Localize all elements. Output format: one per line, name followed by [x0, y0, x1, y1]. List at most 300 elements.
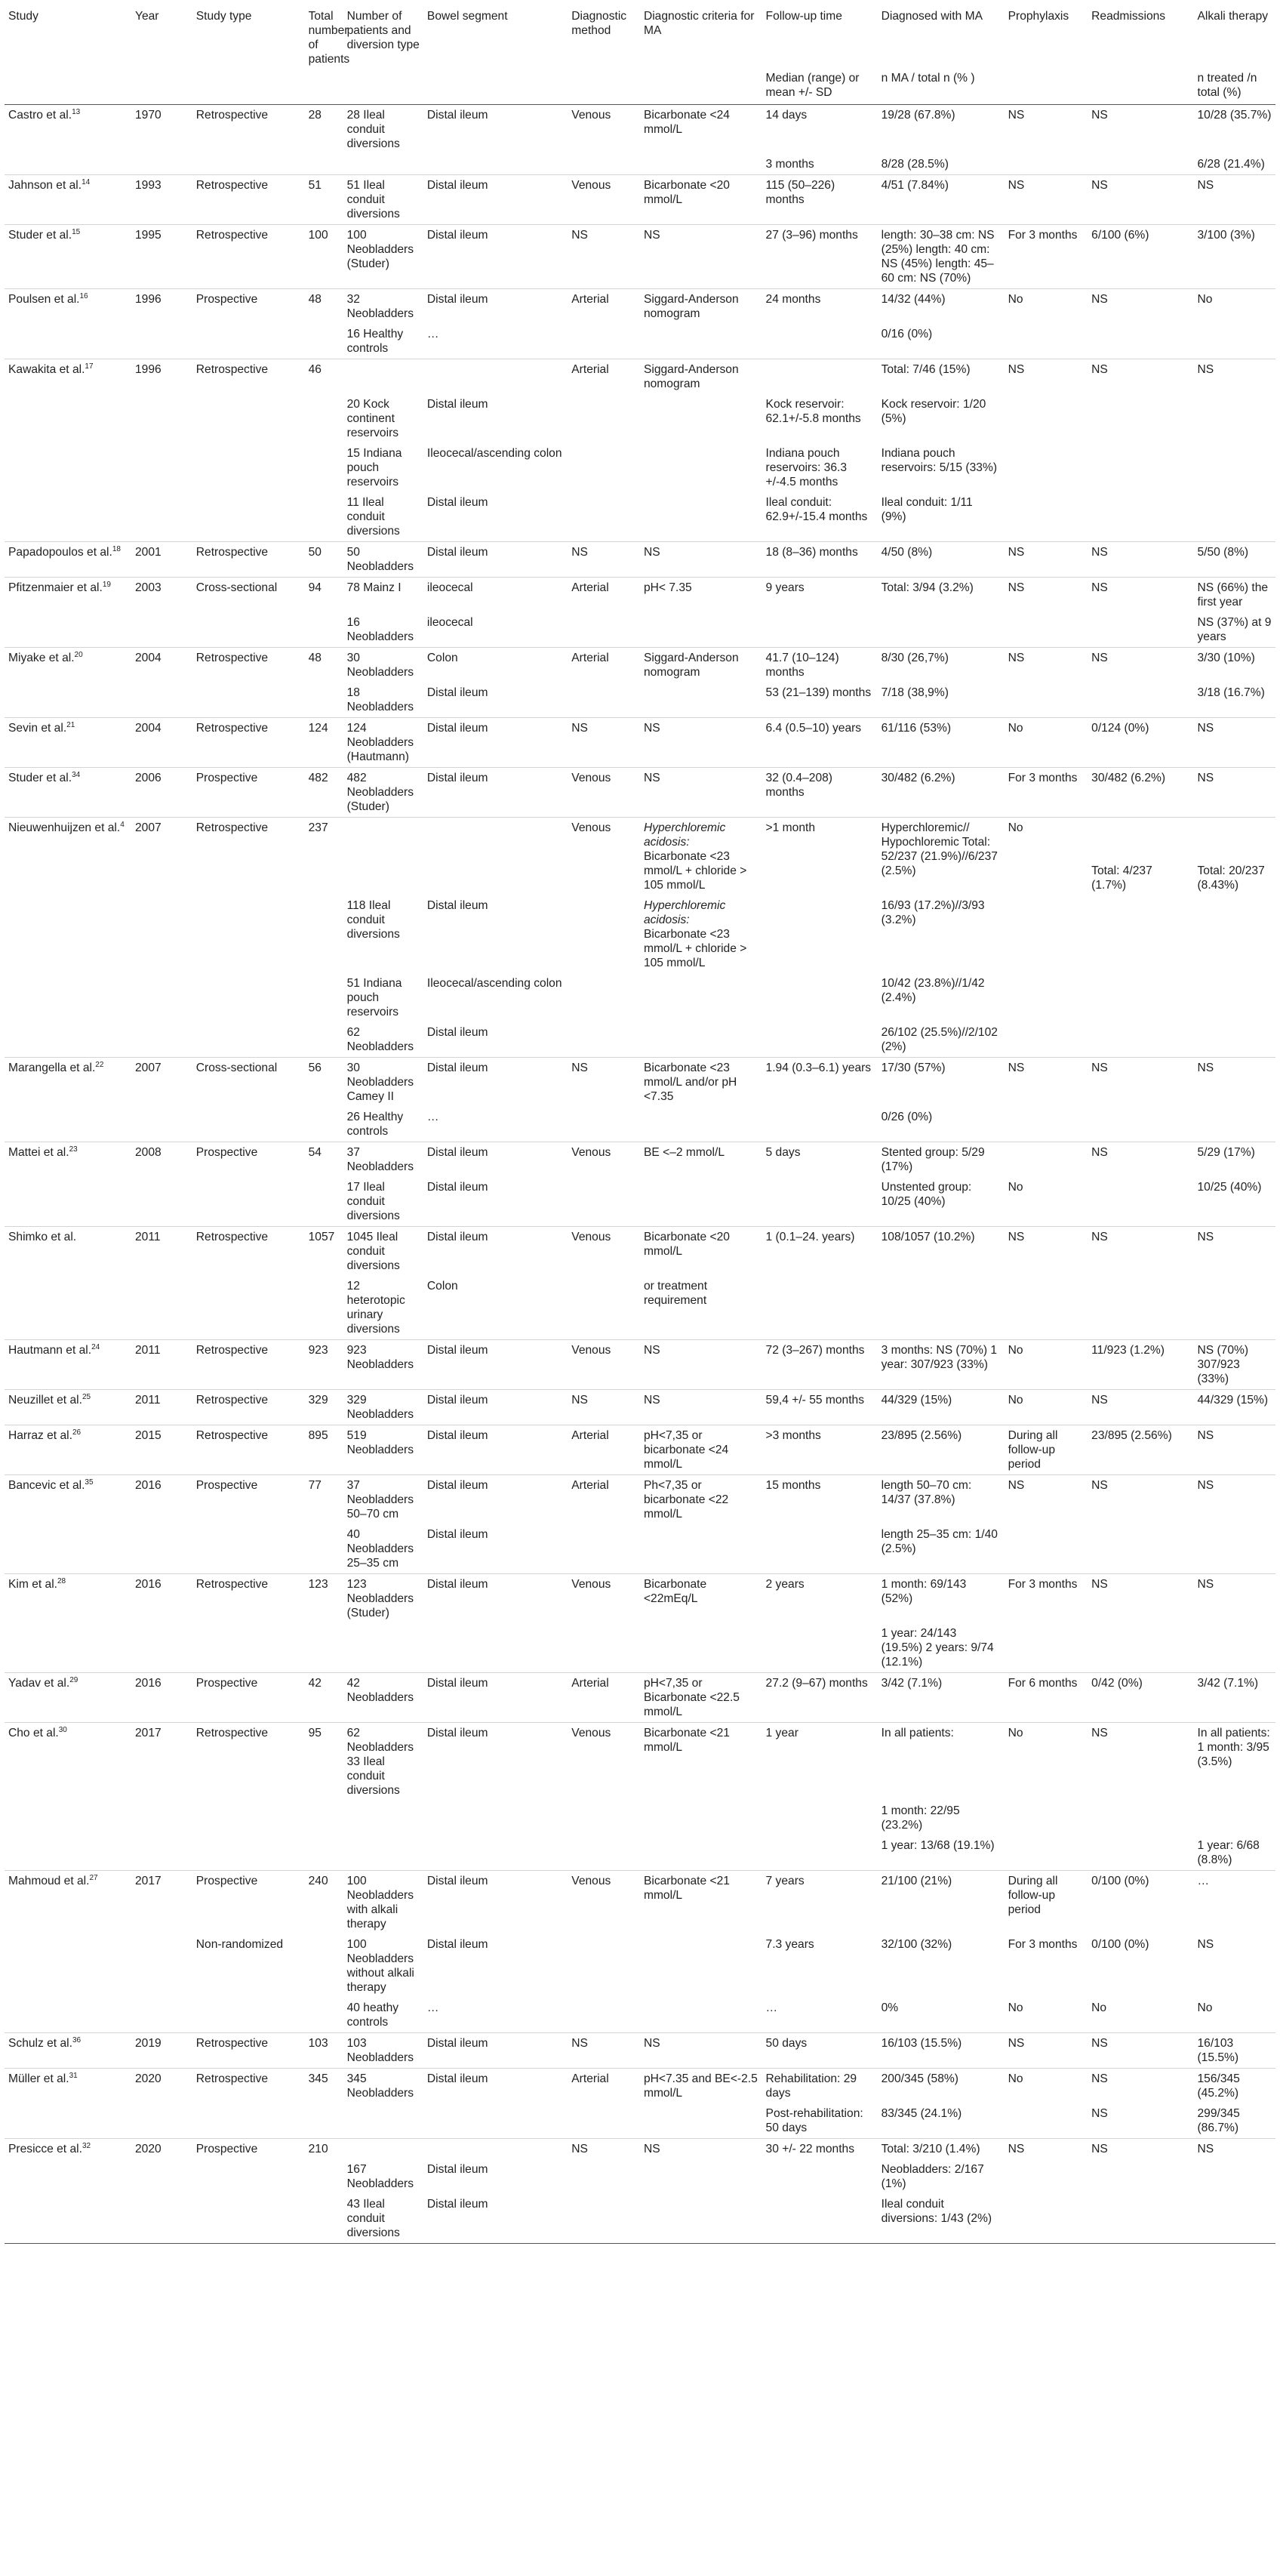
cell-followup: 27 (3–96) months: [765, 229, 858, 242]
cell-prophylaxis: No: [1008, 1181, 1023, 1194]
cell-study-type: [192, 1022, 305, 1058]
cell-study-type: Prospective: [195, 1479, 258, 1492]
cell-prophylaxis: [1005, 683, 1088, 718]
header-row: [5, 0, 1275, 69]
cell-readmissions: NS: [1091, 2072, 1108, 2085]
cell-alkali: NS: [1197, 1938, 1214, 1951]
cell-method: [568, 612, 640, 648]
cell-diagnosed: 83/345 (24.1%): [881, 2107, 962, 2120]
cell-total: 48: [308, 293, 322, 306]
study-ref: 18: [112, 544, 121, 553]
study-ref: 15: [72, 227, 81, 236]
cell-study: [5, 1934, 131, 1998]
table-row: [5, 492, 1275, 542]
header-alkali-sub: n treated /n total (%): [1197, 72, 1257, 99]
cell-study: [5, 492, 131, 542]
cell-study-type: [192, 1801, 305, 1835]
cell-criteria: [640, 1524, 762, 1574]
cell-prophylaxis: NS: [1008, 109, 1025, 122]
cell-bowel: Distal ileum: [426, 2163, 488, 2176]
cell-year: [131, 1934, 192, 1998]
cell-diagnosed: Total: 7/46 (15%): [881, 363, 971, 376]
cell-bowel: Distal ileum: [426, 722, 488, 735]
criteria-text: NS: [643, 1344, 660, 1357]
cell-readmissions: NS: [1091, 363, 1108, 376]
cell-followup: 1 (0.1–24. years): [765, 1231, 855, 1243]
criteria-text: Bicarbonate <23 mmol/L + chloride > 105 mmol/L: [643, 850, 747, 892]
cell-study: [5, 1871, 131, 1935]
cell-diagnosed: 19/28 (67.8%): [881, 109, 955, 122]
table-row: [5, 1276, 1275, 1340]
cell-alkali: 156/345 (45.2%): [1197, 2072, 1240, 2100]
cell-method: Venous: [571, 1727, 611, 1739]
cell-method: Venous: [571, 821, 611, 834]
table-row: [5, 1934, 1275, 1998]
cell-year: 1970: [134, 109, 162, 122]
cell-readmissions: NS: [1091, 2107, 1108, 2120]
cell-alkali: 3/18 (16.7%): [1197, 686, 1265, 699]
cell-year: 2011: [134, 1394, 161, 1407]
study-name: Nieuwenhuijzen et al.: [8, 821, 121, 834]
cell-bowel: [423, 818, 568, 896]
cell-study: [5, 225, 131, 289]
table-row: [5, 1340, 1275, 1390]
cell-method: NS: [571, 2143, 588, 2155]
cell-followup: >1 month: [765, 821, 815, 834]
cell-study-type: Retrospective: [195, 546, 269, 559]
table-row: [5, 1723, 1275, 1801]
cell-criteria: [640, 683, 762, 718]
cell-alkali: NS: [1197, 1578, 1214, 1591]
cell-method: Venous: [571, 772, 611, 784]
cell-study-type: [192, 1276, 305, 1340]
cell-diagnosed: 26/102 (25.5%)//2/102 (2%): [881, 1026, 998, 1053]
alkali-total: Total: 20/237 (8.43%): [1197, 864, 1265, 892]
cell-study: [5, 648, 131, 683]
cell-study-type: Retrospective: [195, 2072, 269, 2085]
criteria-text: Bicarbonate <23 mmol/L and/or pH <7.35: [643, 1062, 737, 1103]
cell-prophylaxis: No: [1008, 821, 1023, 834]
study-ref: 28: [57, 1576, 66, 1585]
cell-alkali: 6/28 (21.4%): [1197, 158, 1265, 171]
cell-diagnosed: 21/100 (21%): [881, 1875, 952, 1887]
study-ref: 19: [102, 580, 111, 589]
cell-total: 124: [308, 722, 328, 735]
cell-bowel: Distal ileum: [426, 546, 488, 559]
cell-method: Arterial: [571, 581, 609, 594]
cell-number-type: 100 Neobladders (Studer): [346, 229, 414, 270]
cell-criteria: [640, 1058, 762, 1108]
cell-bowel: Distal ileum: [426, 293, 488, 306]
cell-diagnosed: 200/345 (58%): [881, 2072, 958, 2085]
cell-number-type: 118 Ileal conduit diversions: [346, 899, 400, 941]
study-name: Jahnson et al.: [8, 179, 82, 192]
cell-total: [305, 683, 343, 718]
cell-diagnosed: 17/30 (57%): [881, 1062, 946, 1074]
header-bowel: Bowel segment: [426, 10, 508, 23]
cell-year: [131, 492, 192, 542]
cell-method: Venous: [571, 179, 611, 192]
cell-criteria: [640, 1623, 762, 1673]
cell-criteria: [640, 1227, 762, 1277]
cell-criteria: [640, 1574, 762, 1624]
cell-study-type: Retrospective: [195, 722, 269, 735]
cell-method: [568, 1276, 640, 1340]
cell-total: 94: [308, 581, 322, 594]
cell-number-type: 482 Neobladders (Studer): [346, 772, 414, 813]
cell-bowel: [423, 1801, 568, 1835]
cell-method: [568, 1801, 640, 1835]
study-name: Sevin et al.: [8, 722, 67, 735]
cell-alkali: 5/50 (8%): [1197, 546, 1249, 559]
cell-criteria: [640, 895, 762, 973]
header-year: Year: [134, 10, 159, 23]
cell-number-type: 30 Neobladders: [346, 652, 414, 679]
cell-followup: [762, 1801, 878, 1835]
cell-followup: 9 years: [765, 581, 805, 594]
cell-alkali: 44/329 (15%): [1197, 1394, 1269, 1407]
cell-year: [131, 973, 192, 1022]
cell-diagnosed: 0/26 (0%): [881, 1111, 933, 1123]
cell-followup: [762, 2194, 878, 2244]
cell-study-type: [192, 1177, 305, 1227]
cell-prophylaxis: [1005, 973, 1088, 1022]
cell-study: [5, 2033, 131, 2069]
cell-followup: 2 years: [765, 1578, 805, 1591]
cell-study-type: Retrospective: [195, 1429, 269, 1442]
cell-criteria: [640, 718, 762, 768]
cell-year: 2020: [134, 2143, 162, 2155]
cell-prophylaxis: No: [1008, 722, 1023, 735]
cell-study-type: [192, 492, 305, 542]
cell-diagnosed: 23/895 (2.56%): [881, 1429, 962, 1442]
header-criteria: Diagnostic criteria for MA: [643, 10, 755, 37]
cell-study: [5, 2194, 131, 2244]
table-row: [5, 683, 1275, 718]
cell-year: 2015: [134, 1429, 162, 1442]
cell-prophylaxis: [1005, 1142, 1088, 1178]
cell-method: [568, 973, 640, 1022]
table-row: [5, 612, 1275, 648]
table-row: [5, 1524, 1275, 1574]
cell-total: 103: [308, 2037, 328, 2050]
cell-study-type: Retrospective: [195, 109, 269, 122]
cell-prophylaxis: [1005, 895, 1088, 973]
cell-study-type: [192, 443, 305, 492]
cell-total: [305, 1276, 343, 1340]
cell-prophylaxis: NS: [1008, 363, 1025, 376]
table-row: [5, 289, 1275, 325]
cell-diagnosed: 0/16 (0%): [881, 328, 933, 340]
cell-readmissions: 6/100 (6%): [1091, 229, 1149, 242]
cell-followup: 7 years: [765, 1875, 805, 1887]
cell-bowel: Ileocecal/ascending colon: [426, 977, 562, 990]
cell-total: [305, 1022, 343, 1058]
cell-alkali: 3/30 (10%): [1197, 652, 1255, 664]
cell-diagnosed: 1 month: 22/95 (23.2%): [881, 1804, 960, 1832]
cell-study: [5, 973, 131, 1022]
cell-method: [568, 2103, 640, 2139]
cell-study: [5, 578, 131, 613]
cell-total: 77: [308, 1479, 322, 1492]
cell-study: [5, 1142, 131, 1178]
cell-readmissions: 0/42 (0%): [1091, 1677, 1143, 1690]
cell-bowel: Distal ileum: [426, 1181, 488, 1194]
cell-study-type: Cross-sectional: [195, 1062, 278, 1074]
cell-diagnosed: 8/30 (26,7%): [881, 652, 949, 664]
table-row: [5, 1142, 1275, 1178]
table-row: [5, 1623, 1275, 1673]
cell-method: [568, 1835, 640, 1871]
cell-number-type: 12 heterotopic urinary diversions: [346, 1280, 405, 1336]
cell-total: [305, 154, 343, 175]
cell-study: [5, 1425, 131, 1475]
cell-readmissions: NS: [1091, 1479, 1108, 1492]
cell-diagnosed: Total: 3/94 (3.2%): [881, 581, 974, 594]
cell-bowel: Distal ileum: [426, 1938, 488, 1951]
cell-year: 2007: [134, 1062, 162, 1074]
cell-criteria: [640, 394, 762, 443]
cell-total: 46: [308, 363, 322, 376]
study-name: Miyake et al.: [8, 652, 75, 664]
cell-number-type: [343, 1801, 423, 1835]
cell-readmissions: 0/100 (0%): [1091, 1875, 1149, 1887]
cell-readmissions: NS: [1091, 1062, 1108, 1074]
cell-total: 895: [308, 1429, 328, 1442]
study-name: Müller et al.: [8, 2072, 69, 2085]
cell-number-type: 17 Ileal conduit diversions: [346, 1181, 400, 1222]
cell-number-type: 124 Neobladders (Hautmann): [346, 722, 414, 763]
cell-prophylaxis: [1005, 1801, 1088, 1835]
cell-criteria: [640, 289, 762, 325]
cell-study-type: [192, 1835, 305, 1871]
cell-readmissions: NS: [1091, 652, 1108, 664]
cell-year: 2003: [134, 581, 162, 594]
cell-readmissions: NS: [1091, 109, 1108, 122]
cell-year: 2004: [134, 722, 162, 735]
cell-study-type: Retrospective: [195, 1727, 269, 1739]
header-study: Study: [8, 10, 38, 23]
cell-year: 1996: [134, 363, 162, 376]
cell-readmissions: NS: [1091, 1578, 1108, 1591]
cell-prophylaxis: No: [1008, 293, 1023, 306]
cell-criteria: [640, 1177, 762, 1227]
cell-criteria: [640, 2103, 762, 2139]
header-alkali: Alkali therapy: [1197, 10, 1269, 23]
cell-study-type: [192, 2103, 305, 2139]
criteria-text: Siggard-Anderson nomogram: [643, 652, 739, 679]
cell-bowel: [423, 1835, 568, 1871]
table-row: [5, 1107, 1275, 1142]
cell-bowel: Distal ileum: [426, 1394, 488, 1407]
cell-alkali: NS: [1197, 1231, 1214, 1243]
cell-study: [5, 1022, 131, 1058]
cell-number-type: 32 Neobladders: [346, 293, 414, 320]
cell-method: [568, 1107, 640, 1142]
cell-study: [5, 2069, 131, 2104]
cell-bowel: [423, 359, 568, 395]
criteria-text: pH<7.35 and BE<-2.5 mmol/L: [643, 2072, 758, 2100]
cell-readmissions: [1088, 2194, 1193, 2244]
cell-total: 48: [308, 652, 322, 664]
cell-alkali: [1193, 2159, 1275, 2194]
cell-study: [5, 1107, 131, 1142]
cell-diagnosed: 4/50 (8%): [881, 546, 933, 559]
cell-total: 54: [308, 1146, 322, 1159]
header-followup: Follow-up time: [765, 10, 842, 23]
cell-criteria: [640, 1998, 762, 2033]
cell-followup: [762, 1623, 878, 1673]
cell-study: [5, 768, 131, 818]
table-row: [5, 1574, 1275, 1624]
table-row: [5, 718, 1275, 768]
cell-readmissions: NS: [1091, 1727, 1108, 1739]
cell-year: 2016: [134, 1578, 162, 1591]
cell-readmissions: NS: [1091, 1231, 1108, 1243]
cell-total: 100: [308, 229, 328, 242]
cell-year: 2017: [134, 1727, 162, 1739]
cell-method: [568, 1524, 640, 1574]
cell-study: [5, 394, 131, 443]
cell-method: [568, 895, 640, 973]
cell-bowel: Ileocecal/ascending colon: [426, 447, 562, 460]
cell-followup: 41.7 (10–124) months: [765, 652, 839, 679]
cell-diagnosed: 8/28 (28.5%): [881, 158, 949, 171]
cell-readmissions: [1088, 324, 1193, 359]
study-name: Schulz et al.: [8, 2037, 72, 2050]
cell-criteria: [640, 1673, 762, 1723]
cell-prophylaxis: No: [1008, 1394, 1023, 1407]
cell-criteria: [640, 1340, 762, 1390]
table-row: [5, 1177, 1275, 1227]
cell-study-type: [192, 1623, 305, 1673]
study-name: Pfitzenmaier et al.: [8, 581, 103, 594]
cell-alkali: [1193, 492, 1275, 542]
criteria-text: Bicarbonate <22mEq/L: [643, 1578, 707, 1605]
cell-readmissions: [1088, 443, 1193, 492]
study-ref: 22: [95, 1060, 104, 1069]
cell-study: [5, 1623, 131, 1673]
cell-method: NS: [571, 722, 588, 735]
cell-diagnosed: 1 year: 13/68 (19.1%): [881, 1839, 995, 1852]
study-name: Yadav et al.: [8, 1677, 70, 1690]
cell-prophylaxis: [1005, 2103, 1088, 2139]
cell-readmissions: NS: [1091, 581, 1108, 594]
cell-year: 1995: [134, 229, 162, 242]
cell-number-type: 100 Neobladders with alkali therapy: [346, 1875, 414, 1930]
cell-readmissions: [1088, 612, 1193, 648]
criteria-text: NS: [643, 2143, 660, 2155]
cell-followup: 18 (8–36) months: [765, 546, 858, 559]
cell-prophylaxis: For 6 months: [1008, 1677, 1078, 1690]
cell-study: [5, 1524, 131, 1574]
cell-bowel: …: [426, 1111, 439, 1123]
cell-prophylaxis: No: [1008, 1344, 1023, 1357]
cell-diagnosed: Indiana pouch reservoirs: 5/15 (33%): [881, 447, 998, 474]
cell-criteria: [640, 1475, 762, 1525]
table-row: [5, 818, 1275, 896]
cell-method: Venous: [571, 1578, 611, 1591]
cell-alkali: NS: [1197, 179, 1214, 192]
cell-study: [5, 105, 131, 155]
header-diagnosed-sub: n MA / total n (% ): [881, 72, 975, 85]
cell-year: [131, 2194, 192, 2244]
header-study-type: Study type: [195, 10, 252, 23]
cell-alkali: [1193, 818, 1275, 896]
study-name: Hautmann et al.: [8, 1344, 92, 1357]
cell-prophylaxis: No: [1008, 2072, 1023, 2085]
cell-study-type: Retrospective: [195, 1231, 269, 1243]
cell-diagnosed: Ileal conduit: 1/11 (9%): [881, 496, 973, 523]
cell-followup: [762, 1276, 878, 1340]
cell-year: [131, 324, 192, 359]
cell-number-type: 62 Neobladders: [346, 1026, 414, 1053]
study-ref: 20: [74, 650, 83, 659]
cell-study: [5, 895, 131, 973]
cell-readmissions: [1088, 1524, 1193, 1574]
cell-study-type: [192, 683, 305, 718]
cell-followup: Post-rehabilitation: 50 days: [765, 2107, 863, 2134]
cell-method: [568, 324, 640, 359]
cell-readmissions: [1088, 1177, 1193, 1227]
cell-study: [5, 324, 131, 359]
header-readmissions: Readmissions: [1091, 10, 1166, 23]
cell-diagnosed: Total: 3/210 (1.4%): [881, 2143, 980, 2155]
cell-criteria: [640, 1390, 762, 1425]
cell-readmissions: 30/482 (6.2%): [1091, 772, 1166, 784]
header-followup-sub: Median (range) or mean +/- SD: [765, 72, 860, 99]
study-ref: 4: [120, 820, 125, 829]
cell-alkali: 10/28 (35.7%): [1197, 109, 1272, 122]
cell-readmissions: [1088, 394, 1193, 443]
cell-year: 2019: [134, 2037, 162, 2050]
cell-diagnosed: 16/103 (15.5%): [881, 2037, 962, 2050]
criteria-text: pH< 7.35: [643, 581, 692, 594]
criteria-text: Bicarbonate <21 mmol/L: [643, 1875, 730, 1902]
cell-study: [5, 1835, 131, 1871]
cell-number-type: 30 Neobladders Camey II: [346, 1062, 414, 1103]
cell-number-type: 1045 Ileal conduit diversions: [346, 1231, 400, 1272]
cell-number-type: 40 heathy controls: [346, 2001, 399, 2029]
cell-year: [131, 683, 192, 718]
cell-prophylaxis: [1005, 443, 1088, 492]
cell-followup: 53 (21–139) months: [765, 686, 872, 699]
cell-prophylaxis: For 3 months: [1008, 772, 1078, 784]
study-ref: 29: [69, 1675, 78, 1684]
cell-method: NS: [571, 546, 588, 559]
cell-alkali: [1193, 1107, 1275, 1142]
cell-year: [131, 1801, 192, 1835]
cell-readmissions: [1088, 1623, 1193, 1673]
cell-study: [5, 1801, 131, 1835]
cell-total: 28: [308, 109, 322, 122]
cell-followup: 1.94 (0.3–6.1) years: [765, 1062, 872, 1074]
cell-study-type: Non-randomized: [195, 1938, 284, 1951]
cell-total: 1057: [308, 1231, 335, 1243]
cell-study-type: Retrospective: [195, 2037, 269, 2050]
study-name: Bancevic et al.: [8, 1479, 85, 1492]
cell-method: [568, 492, 640, 542]
cell-study: [5, 1574, 131, 1624]
cell-total: 50: [308, 546, 322, 559]
table-row: [5, 2069, 1275, 2104]
cell-prophylaxis: [1005, 2159, 1088, 2194]
cell-study-type: Prospective: [195, 2143, 258, 2155]
cell-year: 2008: [134, 1146, 162, 1159]
study-name: Studer et al.: [8, 772, 72, 784]
cell-followup: Kock reservoir: 62.1+/-5.8 months: [765, 398, 861, 425]
cell-number-type: 16 Neobladders: [346, 616, 414, 643]
